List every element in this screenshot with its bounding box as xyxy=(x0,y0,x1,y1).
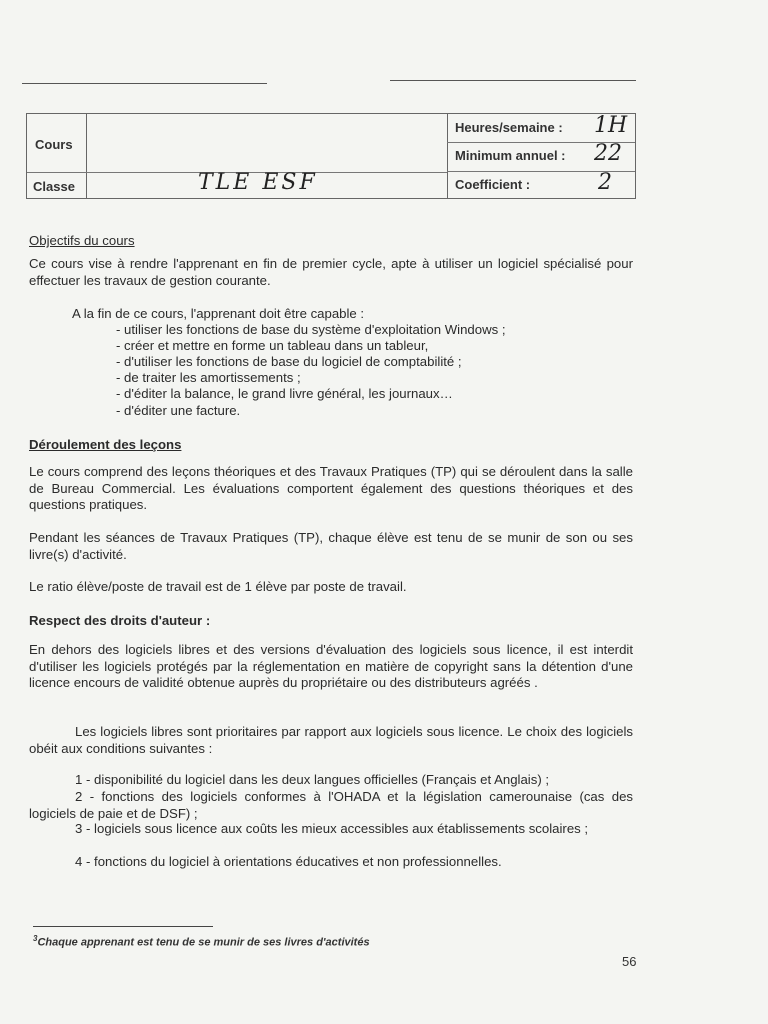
droits-paragraph-2: Les logiciels libres sont prioritaires par rapport aux logiciels sous licence. Le choix des logiciels obéit aux conditions suivantes : xyxy=(29,724,633,756)
coefficient-label: Coefficient : xyxy=(455,177,531,192)
objective-item: - utiliser les fonctions de base du système d'exploitation Windows ; xyxy=(116,322,506,337)
condition-1: 1 - disponibilité du logiciel dans les deux langues officielles (Français et Anglais) ; xyxy=(75,772,550,787)
coefficient-value: 2 xyxy=(598,170,612,195)
minimum-label: Minimum annuel : xyxy=(455,148,566,163)
footnote-rule xyxy=(33,926,213,927)
deroulement-paragraph-2: Pendant les séances de Travaux Pratiques (TP), chaque élève est tenu de se munir de son ou ses livre(s) d'activité. xyxy=(29,530,633,562)
cours-label: Cours xyxy=(35,137,73,152)
heures-label: Heures/semaine : xyxy=(455,120,563,135)
condition-4: 4 - fonctions du logiciel à orientations éducatives et non professionnelles. xyxy=(75,854,502,869)
deroulement-heading: Déroulement des leçons xyxy=(29,437,182,452)
footnote-marker: 3 xyxy=(33,934,38,943)
objectifs-intro: Ce cours vise à rendre l'apprenant en fin de premier cycle, apte à utiliser un logiciel spécialisé pour effectuer les travaux de gestion courante. xyxy=(29,256,633,288)
objective-item: - créer et mettre en forme un tableau dans un tableur, xyxy=(116,338,429,353)
footnote-text: Chaque apprenant est tenu de se munir de ses livres d'activités xyxy=(37,936,370,949)
capable-intro: A la fin de ce cours, l'apprenant doit être capable : xyxy=(72,306,365,321)
divider xyxy=(86,114,87,198)
droits-heading: Respect des droits d'auteur : xyxy=(29,613,211,628)
divider xyxy=(447,114,448,198)
objective-item: - de traiter les amortissements ; xyxy=(116,370,301,385)
objectifs-heading: Objectifs du cours xyxy=(29,233,135,248)
classe-label: Classe xyxy=(33,179,75,194)
droits-paragraph-1: En dehors des logiciels libres et des versions d'évaluation des logiciels sous licence, il est interdit d'utiliser les logiciels protégés par la réglementation en matière de copyright sans la détention d'une licence encours de validité obtenue auprès du propriétaire ou des distributeurs agréés . xyxy=(29,642,633,690)
top-rule-left xyxy=(22,83,267,84)
footnote xyxy=(33,934,370,949)
objective-item: - d'utiliser les fonctions de base du logiciel de comptabilité ; xyxy=(116,354,462,369)
condition-2: 2 - fonctions des logiciels conformes à l'OHADA et la législation camerounaise (cas des logiciels de paie et de DSF) ; xyxy=(29,789,633,821)
deroulement-paragraph-3: Le ratio élève/poste de travail est de 1 élève par poste de travail. xyxy=(29,579,407,594)
objective-item: - d'éditer la balance, le grand livre général, les journaux… xyxy=(116,386,453,401)
top-rule-right xyxy=(390,80,636,81)
deroulement-paragraph-1: Le cours comprend des leçons théoriques et des Travaux Pratiques (TP) qui se déroulent dans la salle de Bureau Commercial. Les évaluations comportent également des questions théoriques et des questions pratiques. xyxy=(29,464,633,512)
heures-value: 1H xyxy=(594,113,628,138)
page-number: 56 xyxy=(622,954,637,969)
objective-item: - d'éditer une facture. xyxy=(116,403,241,418)
classe-value: TLE ESF xyxy=(198,170,318,195)
minimum-value: 22 xyxy=(594,141,622,166)
condition-3: 3 - logiciels sous licence aux coûts les mieux accessibles aux établissements scolaires ; xyxy=(75,821,589,836)
